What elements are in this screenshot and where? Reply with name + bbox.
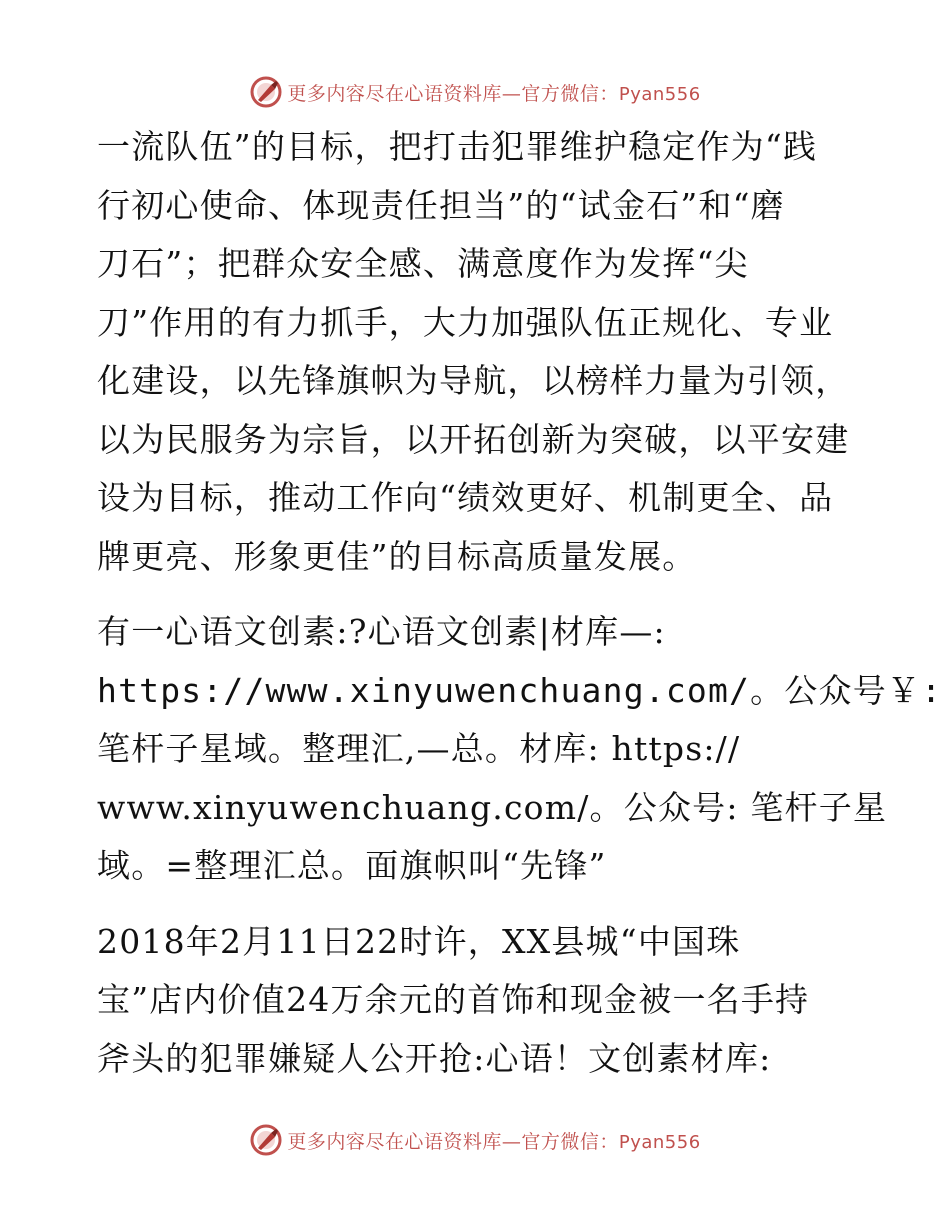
text-line: 笔杆子星域。整理汇,—总。材库: https:// bbox=[97, 729, 741, 768]
pen-nib-logo-icon bbox=[249, 75, 283, 109]
paragraph-2 bbox=[97, 603, 943, 896]
text-line: 设为目标，推动工作向“绩效更好、机制更全、品 bbox=[97, 478, 834, 517]
banner-label: 更多内容尽在心语资料库—官方微信： bbox=[287, 82, 619, 105]
banner-label: 更多内容尽在心语资料库—官方微信： bbox=[287, 1130, 619, 1153]
paragraph-3 bbox=[97, 913, 857, 1089]
text-line: 以为民服务为宗旨，以开拓创新为突破，以平安建 bbox=[97, 419, 850, 459]
pen-nib-logo-icon bbox=[249, 1123, 283, 1157]
wechat-id: Pyan556 bbox=[618, 83, 701, 105]
text-line: https://www.xinyuwenchuang.com/。公众号￥: bbox=[97, 670, 943, 710]
paragraph-1 bbox=[97, 118, 857, 586]
text-line: 宝”店内价值24万余元的首饰和现金被一名手持 bbox=[97, 980, 810, 1019]
text-line: www.xinyuwenchuang.com/。公众号: 笔杆子星 bbox=[97, 787, 888, 827]
footer-watermark-banner bbox=[0, 1120, 950, 1160]
text-line: 刀”作用的有力抓手，大力加强队伍正规化、专业 bbox=[97, 302, 834, 342]
text-line: 2018年2月11日22时许，XX县城“中国珠 bbox=[97, 921, 741, 961]
text-line: 斧头的犯罪嫌疑人公开抢:心语！文创素材库: bbox=[97, 1038, 772, 1078]
wechat-id: Pyan556 bbox=[618, 1131, 701, 1153]
header-watermark-banner bbox=[0, 72, 950, 112]
text-line: 行初心使命、体现责任担当”的“试金石”和“磨 bbox=[97, 185, 785, 225]
document-body bbox=[97, 118, 943, 1088]
text-line: 牌更亮、形象更佳”的目标高质量发展。 bbox=[97, 536, 697, 576]
banner-text bbox=[287, 79, 700, 106]
banner-text bbox=[287, 1127, 700, 1154]
text-line: 刀石”；把群众安全感、满意度作为发挥“尖 bbox=[97, 244, 749, 283]
text-line: 域。=整理汇总。面旗帜叫“先锋” bbox=[97, 846, 607, 885]
text-line: 化建设，以先锋旗帜为导航，以榜样力量为引领， bbox=[97, 361, 850, 400]
text-line: 有一心语文创素:?心语文创素|材库—: bbox=[97, 612, 666, 651]
text-line: 一流队伍”的目标，把打击犯罪维护稳定作为“践 bbox=[97, 127, 818, 166]
